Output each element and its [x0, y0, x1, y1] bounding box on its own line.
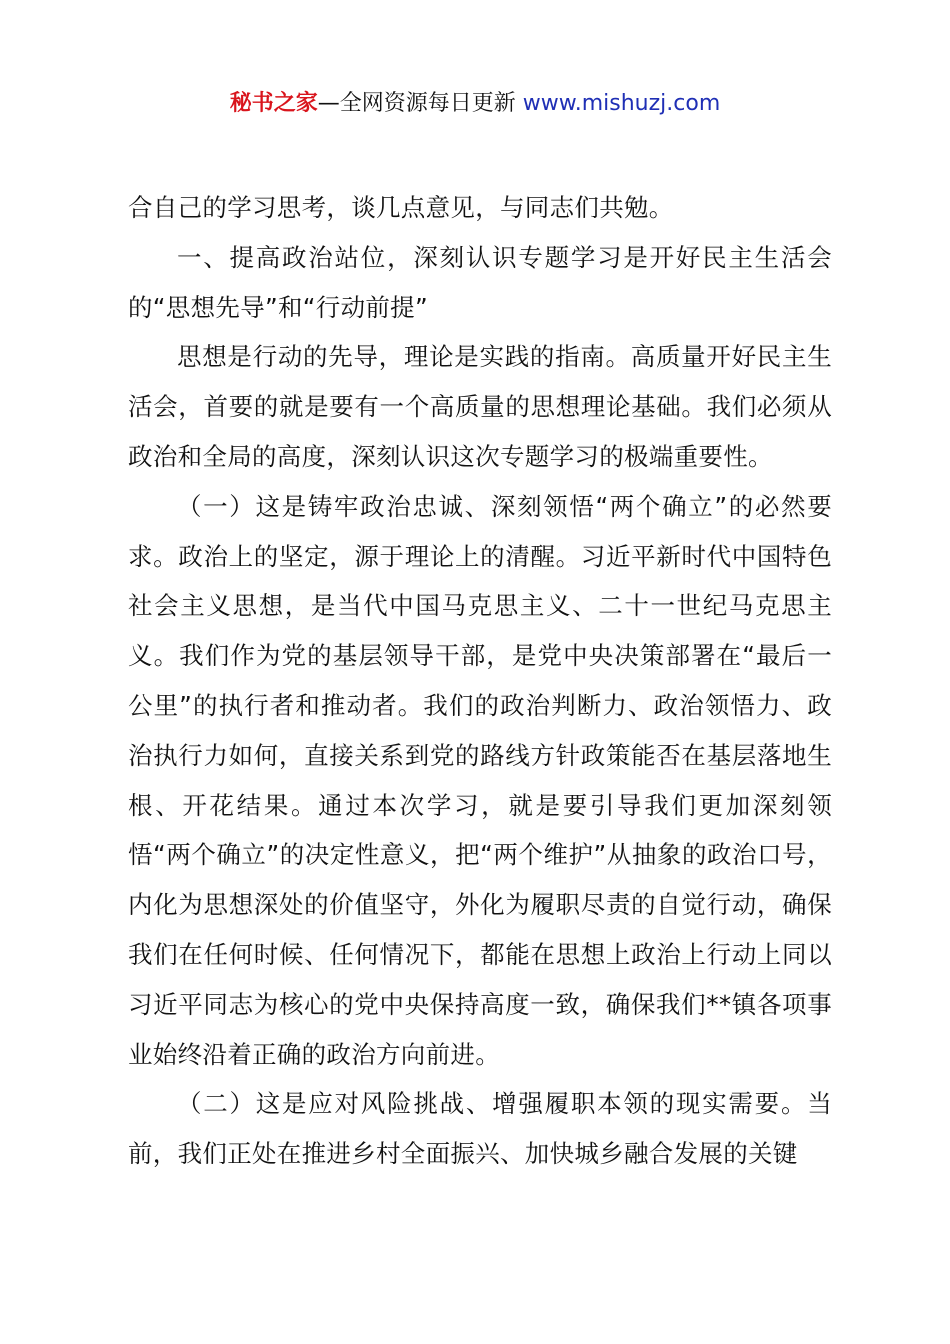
brand-name: 秘书之家	[229, 91, 318, 116]
header-tagline: —全网资源每日更新	[317, 91, 516, 116]
site-url-link[interactable]: www.mishuzj.com	[522, 91, 721, 116]
paragraph-intro: 思想是行动的先导，理论是实践的指南。高质量开好民主生活会，首要的就是要有一个高质量的思想理论基础。我们必须从政治和全局的高度，深刻认识这次专题学习的极端重要性。	[128, 342, 832, 471]
section-heading-1: 一、提高政治站位，深刻认识专题学习是开好民主生活会的“思想先导”和“行动前提”	[128, 242, 832, 322]
paragraph-continuation: 合自己的学习思考，谈几点意见，与同志们共勉。	[128, 193, 674, 222]
document-body	[128, 183, 832, 1179]
paragraph-point-2: （二）这是应对风险挑战、增强履职本领的现实需要。当前，我们正处在推进乡村全面振兴、加快城乡融合发展的关键	[128, 1089, 832, 1169]
site-header	[0, 86, 950, 122]
paragraph-point-1: （一）这是铸牢政治忠诚、深刻领悟“两个确立”的必然要求。政治上的坚定，源于理论上的清醒。习近平新时代中国特色社会主义思想，是当代中国马克思主义、二十一世纪马克思主义。我们作为党的基层领导干部，是党中央决策部署在“最后一公里”的执行者和推动者。我们的政治判断力、政治领悟力、政治执行力如何，直接关系到党的路线方针政策能否在基层落地生根、开花结果。通过本次学习，就是要引导我们更加深刻领悟“两个确立”的决定性意义，把“两个维护”从抽象的政治口号，内化为思想深处的价值坚守，外化为履职尽责的自觉行动，确保我们在任何时候、任何情况下，都能在思想上政治上行动上同以习近平同志为核心的党中央保持高度一致，确保我们**镇各项事业始终沿着正确的政治方向前进。	[128, 491, 832, 1069]
